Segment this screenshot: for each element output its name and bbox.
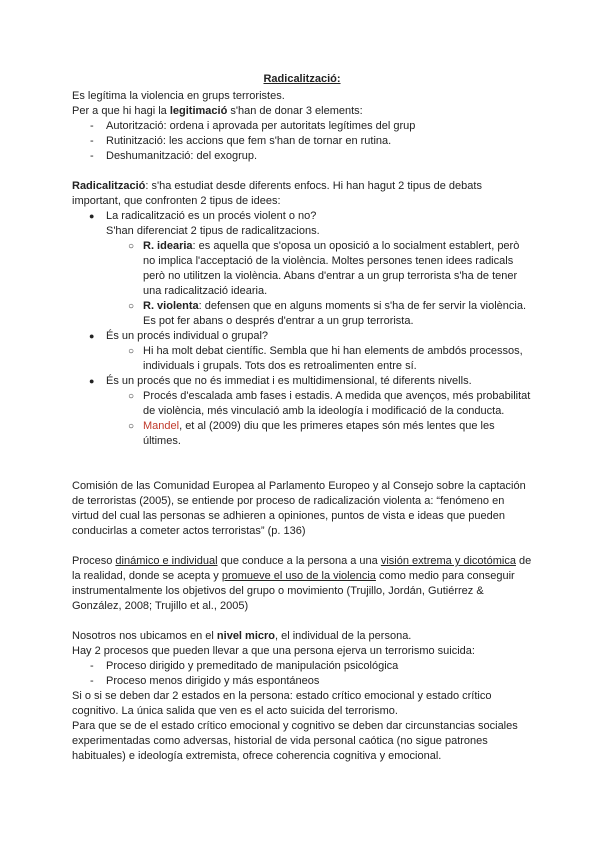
list-item [72,299,532,329]
list-item: - Autorització: ordena i aprovada per autoritats legítimes del grup [72,119,532,134]
text-run: Nosotros nos ubicamos en el [72,630,217,642]
text-run: , el individual de la persona. [275,630,412,642]
radicalitzacio-term: Radicalització [72,180,146,192]
text-run: como medio para conseguir instrumentalmente los objetivos del grupo o movimiento (Trujillo, Jordán, Gutiérrez & González, 2008; Trujillo et al., 2005) [72,570,515,612]
list-item [72,374,532,449]
list-item [72,329,532,374]
list-item: - Proceso dirigido y premeditado de manipulación psicológica [72,659,532,674]
list-item [72,239,532,299]
comision-paragraph: Comisión de las Comunidad Europea al Parlamento Europeo y al Consejo sobre la captación de terroristas (2005), se entiende por proceso de radicalización violenta a: “fenómeno en virtud del cual las personas se adhieren a opiniones, puntos de vista e ideas que pueden conducirlas a cometer actos terroristas” (p. 136) [72,480,526,537]
intro-line: Es legítima la violencia en grups terroristes. [72,90,285,102]
micro-processes-line: Hay 2 procesos que pueden llevar a que una persona ejerva un terrorismo suicida: [72,645,475,657]
document-page [72,72,532,764]
text-run: Proceso [72,555,116,567]
list-item [72,419,532,449]
page-title: Radicalització: [263,73,341,85]
text-run: : defensen que en alguns moments si s'ha de fer servir la violència. Es pot fer abans o després d'entrar a un grup terrorista. [143,300,527,327]
text-run: s'han de donar 3 elements: [227,105,363,117]
legitimacio-term: legitimació [169,105,228,117]
question-text: La radicalització es un procés violent o no? [106,210,317,222]
list-item: - Deshumanització: del exogrup. [72,149,532,164]
list-item: - Proceso menos dirigido y más espontáneos [72,674,532,689]
list-item: ○ Procés d'escalada amb fases i estadis. A medida que avenços, més probabilitat de violència, més vinculació amb la ideología i modificació de la conducta. [72,389,532,419]
underlined-text: visión extrema y dicotómica [380,555,516,567]
circumstances-paragraph: Para que se de el estado crítico emocional y cognitivo se deben dar circunstancias sociales experimentadas como adversas, historial de vida personal caótica (no sigue patrones habituales) e ideología extremista, ofrece coherencia cognitiva y emocional. [72,720,518,762]
list-item: - Rutinització: les accions que fem s'han de tornar en rutina. [72,134,532,149]
question-text: És un procés que no és immediat i es multidimensional, té diferents nivells. [106,375,472,387]
processes-list [72,659,532,689]
list-item [72,209,532,329]
intro-legitimation-line [72,104,532,119]
list-item: ○ Hi ha molt debat científic. Sembla que hi han elements de ambdós processos, individuals i grupals. Tots dos es retroalimenten entre sí. [72,344,532,374]
sublist [72,389,532,449]
underlined-text: promueve el uso de la violencia [221,570,376,582]
debates-list [72,209,532,449]
term: R. idearia [143,240,193,252]
text-run: Per a que hi hagi la [72,105,170,117]
text-run: : s'ha estudiat desde diferents enfocs. Hi han hagut 2 tipus de debats important, que confronten 2 tipus de idees: [72,180,482,207]
text-run: de la realidad, donde se acepta y [72,555,532,582]
question-text: És un procés individual o grupal? [106,330,269,342]
text-run: : es aquella que s'oposa un oposició a lo socialment establert, però no implica l'acceptació de la violència. Moltes persones tenen idees radicals però no utilitzen la violència. Abans d'entrar a un grup terrorista s'ha de tener una radicalització idearia. [143,240,520,297]
elements-list [72,119,532,164]
term: R. violenta [143,300,199,312]
sublist [72,239,532,329]
states-paragraph: Si o si se deben dar 2 estados en la persona: estado crítico emocional y estado crítico cognitivo. La única salida que ven es el acto suicida del terrorismo. [72,690,492,717]
sublist [72,344,532,374]
underlined-text: dinámico e individual [115,555,218,567]
author-mandel: Mandel [143,420,180,432]
micro-line [72,629,532,644]
proceso-paragraph [72,554,532,614]
question-note: S'han diferenciat 2 tipus de radicalitzacions. [106,225,320,237]
text-run: , et al (2009) diu que les primeres etapes són més lentes que les últimes. [143,420,495,447]
radicalitzacio-paragraph [72,179,532,209]
text-run: que conduce a la persona a una [217,555,381,567]
nivel-micro-term: nivel micro [216,630,275,642]
